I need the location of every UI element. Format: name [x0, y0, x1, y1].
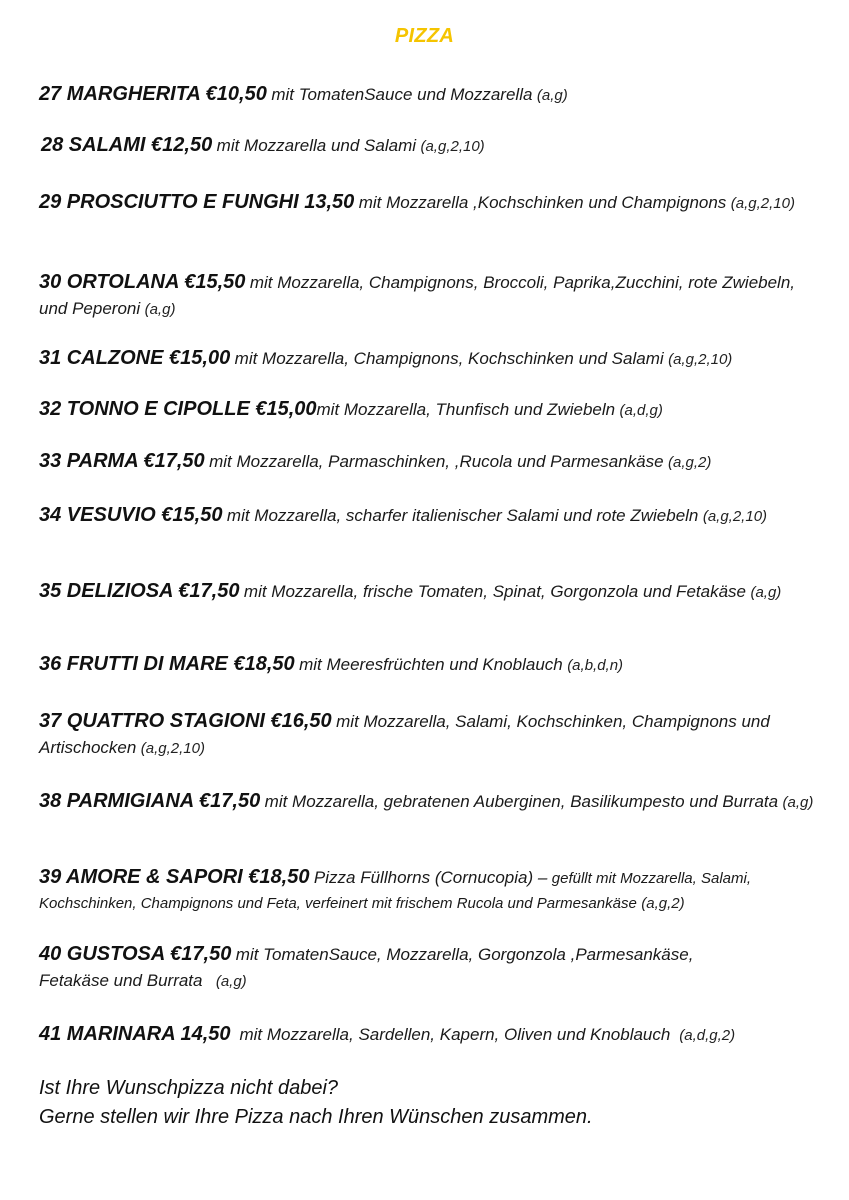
item-description: Pizza Füllhorns (Cornucopia) –: [313, 868, 548, 887]
menu-item-37: [39, 709, 814, 761]
item-name-price: 40 GUSTOSA €17,50: [39, 943, 232, 965]
item-description: mit TomatenSauce, Mozzarella, Gorgonzola ,Parmesankäse, Fetakäse und Burrata: [39, 945, 694, 990]
item-description: mit Mozzarella, gebratenen Auberginen, Basilikumpesto und Burrata: [264, 792, 779, 811]
menu-item-40: [39, 942, 759, 994]
item-name-price: 32 TONNO E CIPOLLE €15,00: [39, 398, 317, 420]
menu-item-36: [39, 652, 814, 678]
menu-item-28: [41, 133, 816, 159]
item-allergens: (a,d,g,2): [679, 1027, 736, 1044]
custom-pizza-note: [39, 1074, 814, 1132]
item-name-price: 29 PROSCIUTTO E FUNGHI 13,50: [39, 191, 355, 213]
item-description: mit Meeresfrüchten und Knoblauch: [299, 655, 563, 674]
item-allergens: (a,g): [536, 87, 568, 104]
item-description: mit Mozzarella und Salami: [216, 136, 417, 155]
menu-item-35: [39, 579, 814, 605]
item-name-price: 38 PARMIGIANA €17,50: [39, 790, 261, 812]
item-description: mit Mozzarella, scharfer italienischer Salami und rote Zwiebeln: [226, 506, 699, 525]
item-allergens: (a,g,2): [668, 454, 712, 471]
item-description: mit TomatenSauce und Mozzarella: [271, 85, 533, 104]
menu-title: PIZZA: [394, 25, 455, 47]
item-description: mit Mozzarella, frische Tomaten, Spinat, Gorgonzola und Fetakäse: [243, 582, 746, 601]
custom-pizza-offer: Gerne stellen wir Ihre Pizza nach Ihren Wünschen zusammen.: [39, 1106, 593, 1128]
item-name-price: 27 MARGHERITA €10,50: [39, 83, 267, 105]
item-name-price: 30 ORTOLANA €15,50: [39, 271, 246, 293]
item-allergens: (a,g,2): [641, 895, 685, 912]
item-description: mit Mozzarella, Champignons, Broccoli, Paprika,Zucchini, rote Zwiebeln, und Peperoni: [39, 273, 796, 318]
item-allergens: (a,b,d,n): [567, 657, 624, 674]
item-name-price: 28 SALAMI €12,50: [41, 134, 213, 156]
menu-item-30: [39, 270, 814, 322]
item-allergens: (a,g,2,10): [668, 351, 733, 368]
item-description: mit Mozzarella, Sardellen, Kapern, Oliven und Knoblauch: [239, 1025, 671, 1044]
item-description: mit Mozzarella, Parmaschinken, ,Rucola und Parmesankäse: [209, 452, 664, 471]
item-allergens: (a,g,2,10): [420, 138, 485, 155]
item-name-price: 35 DELIZIOSA €17,50: [39, 580, 240, 602]
menu-item-31: [39, 346, 814, 372]
item-name-price: 41 MARINARA 14,50: [39, 1023, 231, 1045]
item-allergens: (a,g,2,10): [702, 508, 768, 525]
item-name-price: 34 VESUVIO €15,50: [39, 504, 223, 526]
item-description: mit Mozzarella ,Kochschinken und Champignons: [358, 193, 727, 212]
item-name-price: 37 QUATTRO STAGIONI €16,50: [39, 710, 332, 732]
item-description: mit Mozzarella, Thunfisch und Zwiebeln: [316, 400, 616, 419]
menu-item-34: [39, 503, 814, 529]
item-description: mit Mozzarella, Salami, Kochschinken, Champignons und Artischocken: [39, 712, 770, 757]
item-description: mit Mozzarella, Champignons, Kochschinken und Salami: [234, 349, 664, 368]
item-allergens: (a,g,2,10): [730, 195, 795, 212]
item-allergens: (a,g): [782, 794, 814, 811]
item-name-price: 36 FRUTTI DI MARE €18,50: [39, 653, 295, 675]
menu-item-32: [39, 397, 814, 423]
item-allergens: (a,g): [144, 301, 176, 318]
item-allergens: (a,g): [750, 584, 782, 601]
menu-item-39: [39, 865, 809, 916]
item-name-price: 33 PARMA €17,50: [39, 450, 205, 472]
item-allergens: (a,g): [215, 973, 247, 990]
custom-pizza-question: Ist Ihre Wunschpizza nicht dabei?: [39, 1077, 339, 1099]
menu-item-33: [39, 449, 814, 475]
item-allergens: (a,g,2,10): [140, 740, 205, 757]
item-allergens: (a,d,g): [619, 402, 663, 419]
item-description-detail: gefüllt mit Mozzarella, Salami, Kochschinken, Champignons und Feta, verfeinert mit frischem Rucola und Parmesankäse: [39, 870, 751, 912]
menu-item-27: [39, 82, 814, 108]
item-name-price: 31 CALZONE €15,00: [39, 347, 231, 369]
menu-item-29: [39, 190, 814, 216]
item-name-price: 39 AMORE & SAPORI €18,50: [39, 866, 310, 888]
menu-item-41: [39, 1022, 814, 1048]
menu-item-38: [39, 789, 814, 815]
